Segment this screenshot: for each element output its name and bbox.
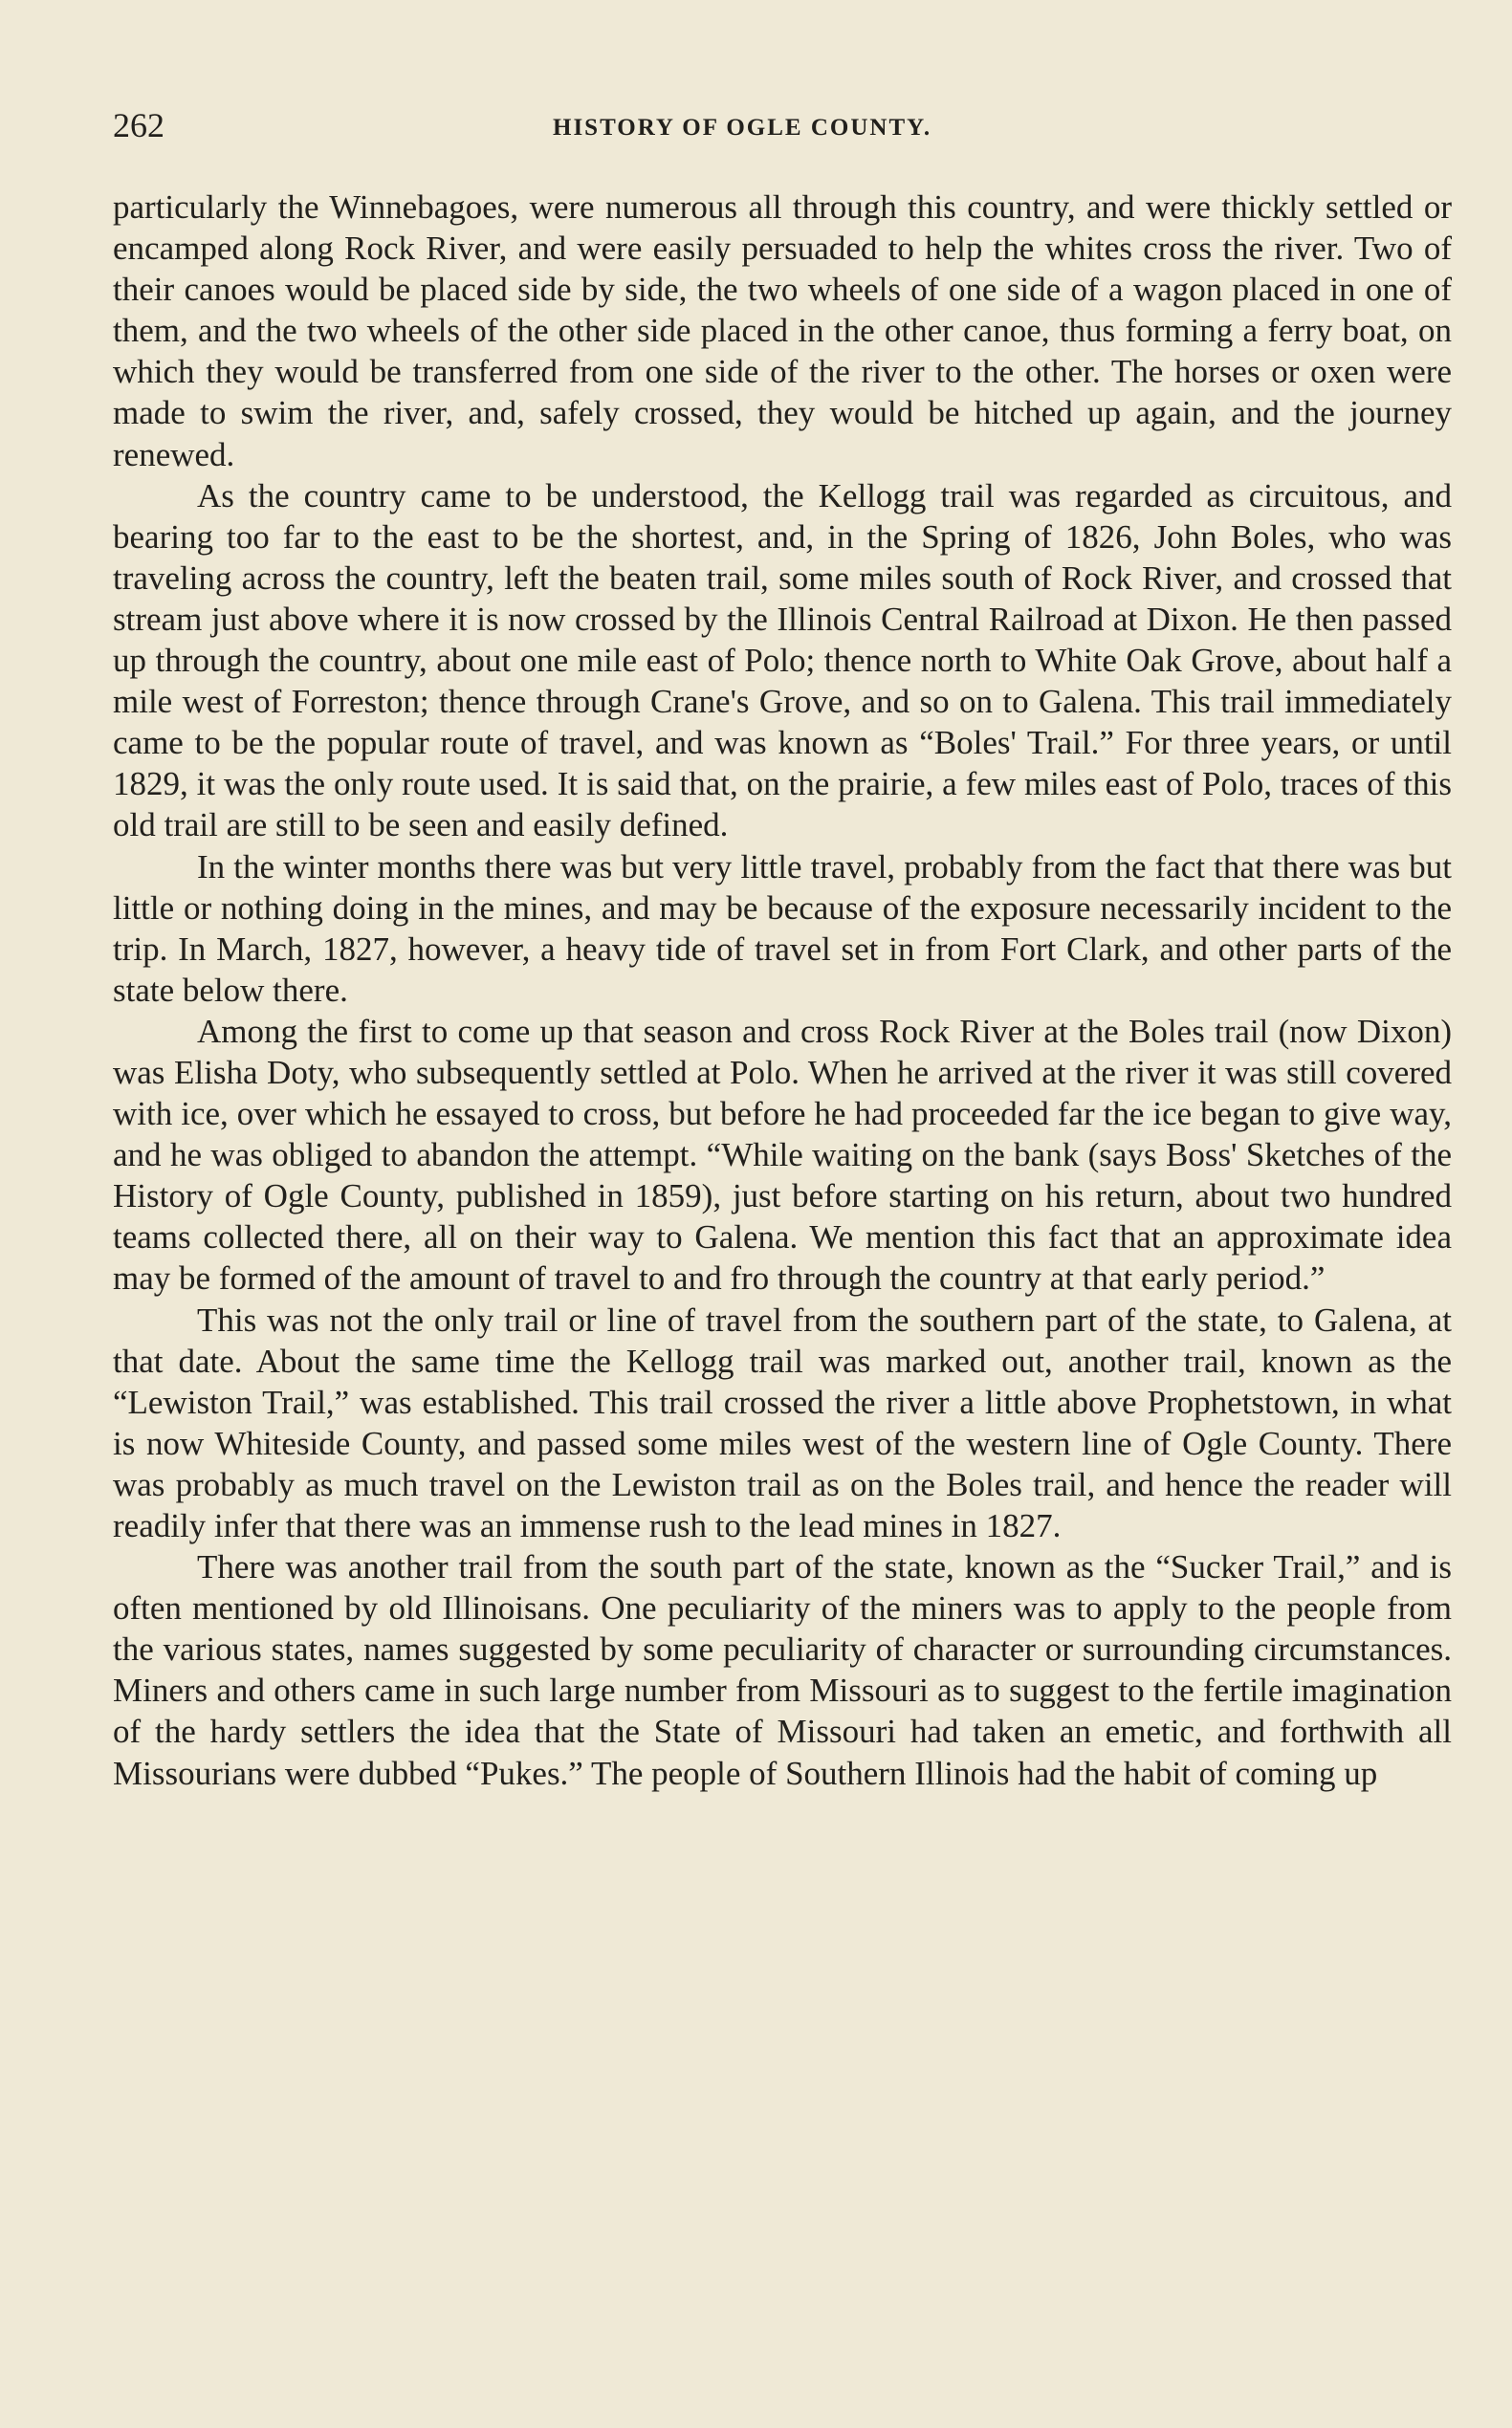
paragraph-continued: particularly the Winnebagoes, were numerous all through this country, and were thickly settled or encamped along Rock River, and were easily persuaded to help the whites cross the river. Two of their canoes would be placed side by side, the two wheels of one side of a wagon placed in one of them, and the two wheels of the other side placed in the other canoe, thus forming a ferry boat, on which they would be transferred from one side of the river to the other. The horses or oxen were made to swim the river, and, safely crossed, they would be hitched up again, and the journey renewed. [113,188,1452,473]
body-text [113,186,1452,1794]
paragraph-lewiston-trail: This was not the only trail or line of travel from the southern part of the state, to Galena, at that date. About the same time the Kellogg trail was marked out, another trail, known as the “Lewiston Trail,” was established. This trail crossed the river a little above Prophetstown, in what is now Whiteside County, and passed some miles west of the western line of Ogle County. There was probably as much travel on the Lewiston trail as on the Boles trail, and hence the reader will readily infer that there was an immense rush to the lead mines in 1827. [113,1301,1452,1544]
paragraph-boles-trail: As the country came to be understood, the Kellogg trail was regarded as circuitous, and bearing too far to the east to be the shortest, and, in the Spring of 1826, John Boles, who was traveling across the country, left the beaten trail, some miles south of Rock River, and crossed that stream just above where it is now crossed by the Illinois Central Railroad at Dixon. He then passed up through the country, about one mile east of Polo; thence north to White Oak Grove, about half a mile west of Forreston; thence through Crane's Grove, and so on to Galena. This trail immediately came to be the popular route of travel, and was known as “Boles' Trail.” For three years, or until 1829, it was the only route used. It is said that, on the prairie, a few miles east of Polo, traces of this old trail are still to be seen and easily defined. [113,476,1452,844]
paragraph-winter-travel: In the winter months there was but very little travel, probably from the fact that there was but little or nothing doing in the mines, and may be because of the exposure necessarily incident to the trip. In March, 1827, however, a heavy tide of travel set in from Fort Clark, and other parts of the state below there. [113,847,1452,1009]
paragraph-sucker-trail: There was another trail from the south part of the state, known as the “Sucker Trail,” and is often mentioned by old Illinoisans. One peculiarity of the miners was to apply to the people from the various states, names suggested by some peculiarity of character or surrounding circumstances. Miners and others came in such large number from Missouri as to suggest to the fertile imagination of the hardy settlers the idea that the State of Missouri had taken an emetic, and forthwith all Missourians were dubbed “Pukes.” The people of Southern Illinois had the habit of coming up [113,1548,1452,1792]
page-number: 262 [113,106,164,144]
paragraph-elisha-doty: Among the first to come up that season and cross Rock River at the Boles trail (now Dixon) was Elisha Doty, who subsequently settled at Polo. When he arrived at the river it was still covered with ice, over which he essayed to cross, but before he had proceeded far the ice began to give way, and he was obliged to abandon the attempt. “While waiting on the bank (says Boss' Sketches of the History of Ogle County, published in 1859), just before starting on his return, about two hundred teams collected there, all on their way to Galena. We mention this fact that an approximate idea may be formed of the amount of travel to and fro through the country at that early period.” [113,1012,1452,1298]
running-head [113,101,1452,149]
running-head-title: HISTORY OF OGLE COUNTY. [553,115,932,141]
